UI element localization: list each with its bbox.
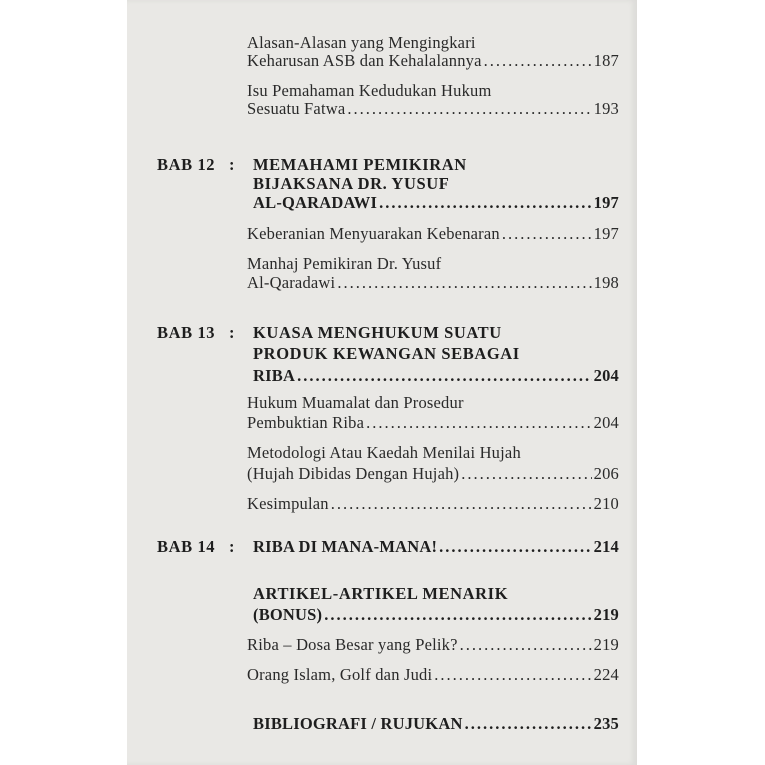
page-number: 197 [593, 193, 619, 212]
page-number: 219 [593, 605, 619, 624]
toc-entry [247, 635, 619, 655]
chapter-title: RIBA [253, 366, 296, 385]
page-number: 219 [593, 635, 619, 654]
toc-entry-text: Keharusan ASB dan Kehalalannya [247, 51, 482, 70]
toc-entry [247, 273, 619, 293]
toc-entry-text: Riba – Dosa Besar yang Pelik? [247, 635, 458, 654]
chapter-label: BAB 12 [157, 155, 216, 174]
page-number: 198 [593, 273, 619, 292]
leader-dots [347, 99, 591, 119]
leader-dots [439, 537, 591, 557]
leader-dots [460, 635, 592, 655]
toc-entry [247, 51, 619, 71]
toc-entry-text: Hukum Muamalat dan Prosedur [247, 393, 464, 412]
toc-entry-text: Kesimpulan [247, 494, 329, 513]
page-number: 193 [593, 99, 619, 118]
toc-entry [247, 224, 619, 244]
toc-entry-text: Keberanian Menyuarakan Kebenaran [247, 224, 500, 243]
leader-dots [484, 51, 592, 71]
page-number: 197 [593, 224, 619, 243]
chapter-label: BAB 14 [157, 537, 216, 556]
toc-entry [247, 665, 619, 685]
leader-dots [379, 193, 592, 213]
leader-dots [502, 224, 592, 244]
leader-dots [337, 273, 591, 293]
chapter-title: KUASA MENGHUKUM SUATU [253, 323, 502, 342]
chapter-separator: : [229, 323, 236, 342]
toc-entry-text: Metodologi Atau Kaedah Menilai Hujah [247, 443, 521, 462]
page-number: 214 [593, 537, 619, 556]
leader-dots [297, 366, 592, 386]
toc-entry [247, 494, 619, 514]
toc-entry [247, 464, 619, 484]
leader-dots [331, 494, 592, 514]
page-number: 204 [593, 413, 619, 432]
leader-dots [461, 464, 591, 484]
page-number: 187 [593, 51, 619, 70]
section-title: (BONUS) [253, 605, 323, 624]
chapter-title: BIJAKSANA DR. YUSUF [253, 174, 450, 193]
leader-dots [324, 605, 591, 625]
chapter-title: RIBA DI MANA-MANA! [253, 537, 438, 556]
page-number: 206 [593, 464, 619, 483]
leader-dots [465, 714, 592, 734]
toc-entry-text: Orang Islam, Golf dan Judi [247, 665, 433, 684]
page-number: 204 [593, 366, 619, 385]
toc-entry-text: Manhaj Pemikiran Dr. Yusuf [247, 254, 442, 273]
chapter-separator: : [229, 155, 236, 174]
toc-entry [247, 99, 619, 119]
toc-entry-text: Pembuktian Riba [247, 413, 365, 432]
leader-dots [434, 665, 591, 685]
section-title: BIBLIOGRAFI / RUJUKAN [253, 714, 463, 733]
toc-entry [253, 714, 619, 734]
toc-entry-text: Al-Qaradawi [247, 273, 336, 292]
chapter-label: BAB 13 [157, 323, 216, 342]
page-number: 224 [593, 665, 619, 684]
toc-entry [253, 193, 619, 213]
page-number: 235 [593, 714, 619, 733]
chapter-title: MEMAHAMI PEMIKIRAN [253, 155, 467, 174]
chapter-separator: : [229, 537, 236, 556]
book-page [127, 0, 637, 765]
chapter-title: PRODUK KEWANGAN SEBAGAI [253, 344, 520, 363]
chapter-title: AL-QARADAWI [253, 193, 378, 212]
toc-entry [247, 413, 619, 433]
toc-entry-text: Alasan-Alasan yang Mengingkari [247, 33, 476, 52]
toc-entry-text: (Hujah Dibidas Dengan Hujah) [247, 464, 460, 483]
leader-dots [366, 413, 592, 433]
toc-entry [253, 605, 619, 625]
section-title: ARTIKEL-ARTIKEL MENARIK [253, 584, 509, 603]
toc-entry [253, 537, 619, 557]
toc-entry-text: Sesuatu Fatwa [247, 99, 346, 118]
toc-entry-text: Isu Pemahaman Kedudukan Hukum [247, 81, 492, 100]
page-number: 210 [593, 494, 619, 513]
toc-entry [253, 366, 619, 386]
